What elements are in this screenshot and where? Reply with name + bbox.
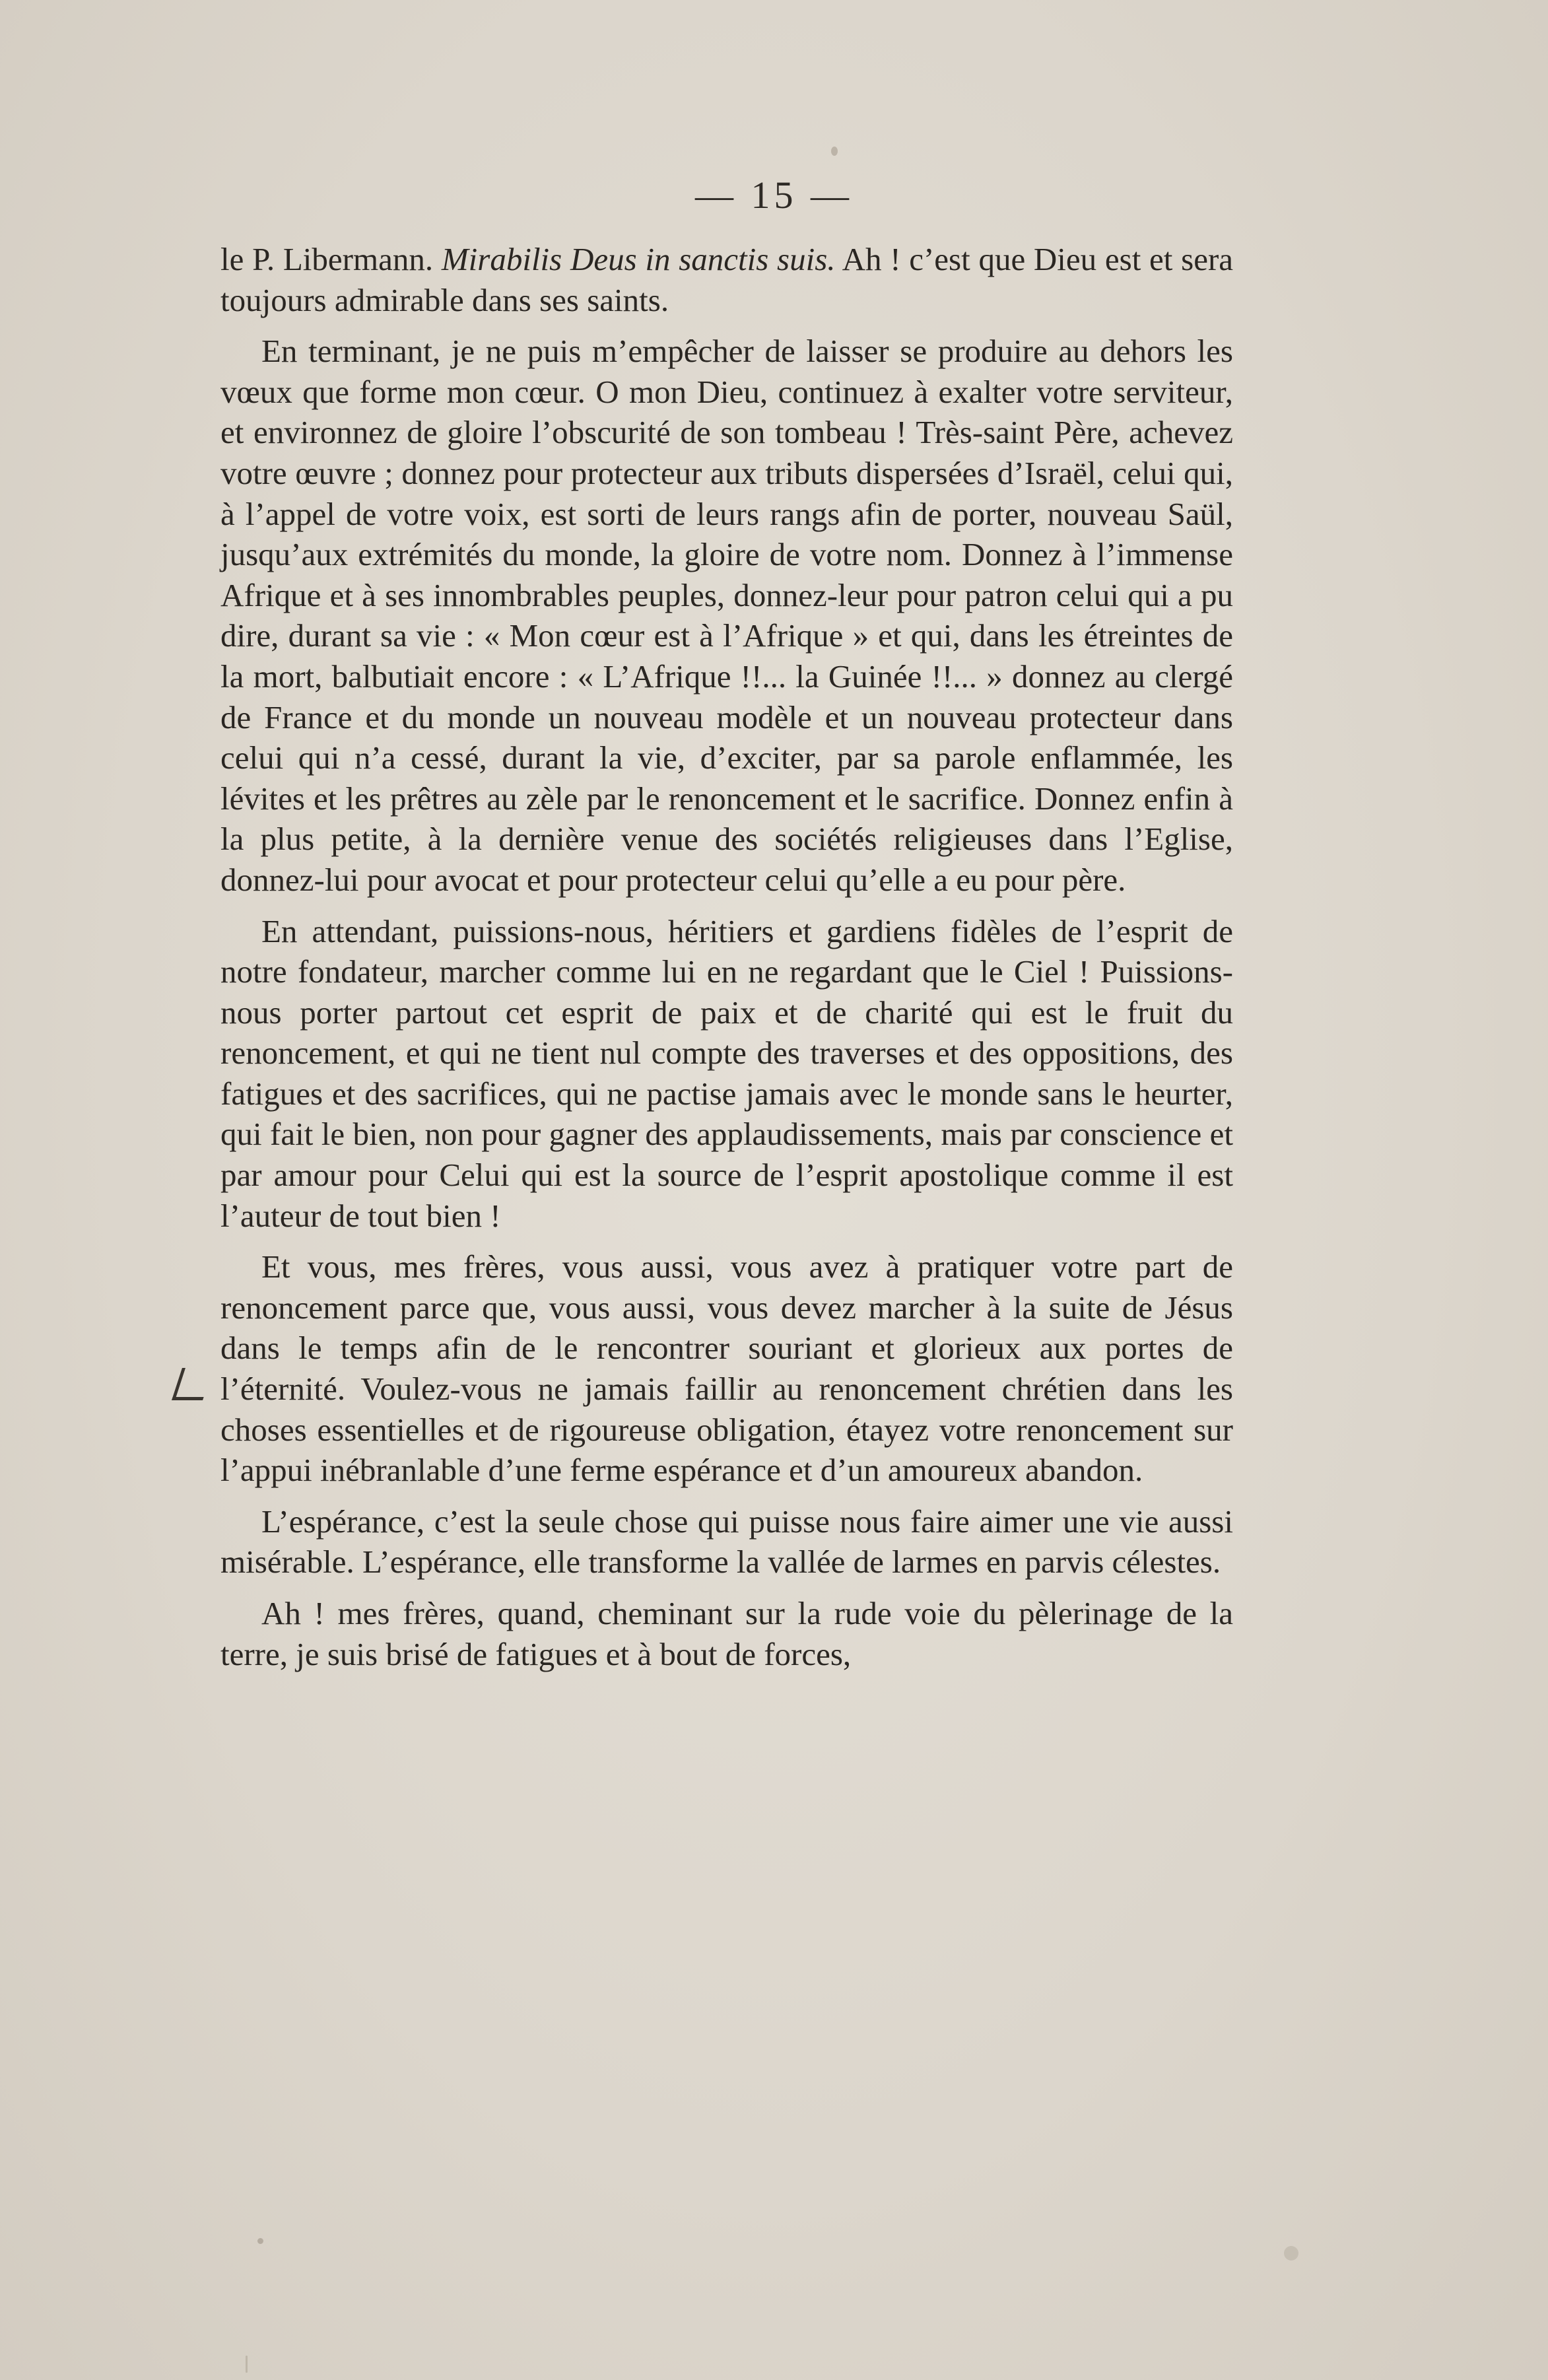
page-number: — 15 — [695, 174, 853, 217]
paragraph-2: En terminant, je ne puis m’empêcher de laisser se produire au dehors les vœux que forme mon cœur. O mon Dieu, continuez à exalter votre serviteur, et environnez de gloire l’obscurité de son tombeau ! Très-saint Père, achevez votre œuvre ; donnez pour protecteur aux tributs dispersées d’Israël, celui qui, à l’appel de votre voix, est sorti de leurs rangs afin de porter, nouveau Saül, jusqu’aux extrémités du monde, la gloire de votre nom. Donnez à l’immense Afrique et à ses innombrables peuples, donnez-leur pour patron celui qui a pu dire, durant sa vie : « Mon cœur est à l’Afrique » et qui, dans les étreintes de la mort, balbutiait encore : « L’Afrique !!... la Guinée !!... » donnez au clergé de France et du monde un nouveau modèle et un nouveau protecteur dans celui qui n’a cessé, durant la vie, d’exciter, par sa parole enflammée, les lévites et les prêtres au zèle par le renoncement et le sacrifice. Donnez enfin à la plus petite, à la dernière venue des sociétés religieuses dans l’Eglise, donnez-lui pour avocat et pour protecteur celui qu’elle a eu pour père. [220, 333, 1233, 898]
paragraph-4: Et vous, mes frères, vous aussi, vous avez à pratiquer votre part de renoncement parce que, vous aussi, vous devez marcher à la suite de Jésus dans le temps afin de le rencontrer souriant et glorieux aux portes de l’éternité. Voulez-vous ne jamais faillir au renoncement chrétien dans les choses essentielles et de rigoureuse obligation, étayez votre renoncement sur l’appui inébranlable d’une ferme espérance et d’un amoureux abandon. [220, 1248, 1233, 1489]
paragraph-3: En attendant, puissions-nous, héritiers et gardiens fidèles de l’esprit de notre fondateur, marcher comme lui en ne regardant que le Ciel ! Puissions-nous porter partout cet esprit de paix et de charité qui est le fruit du renoncement, et qui ne tient nul compte des traverses et des oppositions, des fatigues et des sacrifices, qui ne pactise jamais avec le monde sans le heurter, qui fait le bien, non pour gagner des applaudissements, mais par conscience et par amour pour Celui qui est la source de l’esprit apostolique comme il est l’auteur de tout bien ! [220, 912, 1233, 1234]
paper-speck [246, 2356, 248, 2373]
paper-speck [257, 2238, 263, 2244]
paragraph-5: L’espérance, c’est la seule chose qui puisse nous faire aimer une vie aussi misérable. L’espérance, elle transforme la vallée de larmes en parvis célestes. [220, 1503, 1233, 1581]
paper-speck [1284, 2246, 1298, 2261]
latin-quotation: Mirabilis Deus in sanctis suis. [441, 241, 836, 277]
paragraph-6: Ah ! mes frères, quand, cheminant sur la rude voie du pèlerinage de la terre, je suis brisé de fatigues et à bout de forces, [220, 1595, 1233, 1672]
paragraph-1-lead: le P. Libermann. [220, 241, 442, 277]
paragraph-1-rest: Ah ! c’est que Dieu est et sera toujours admirable dans ses saints. [220, 241, 1234, 318]
paragraph-1 [220, 239, 1233, 320]
body-text [220, 239, 1233, 1685]
paper-speck [831, 147, 838, 156]
margin-bracket-mark [172, 1368, 213, 1400]
